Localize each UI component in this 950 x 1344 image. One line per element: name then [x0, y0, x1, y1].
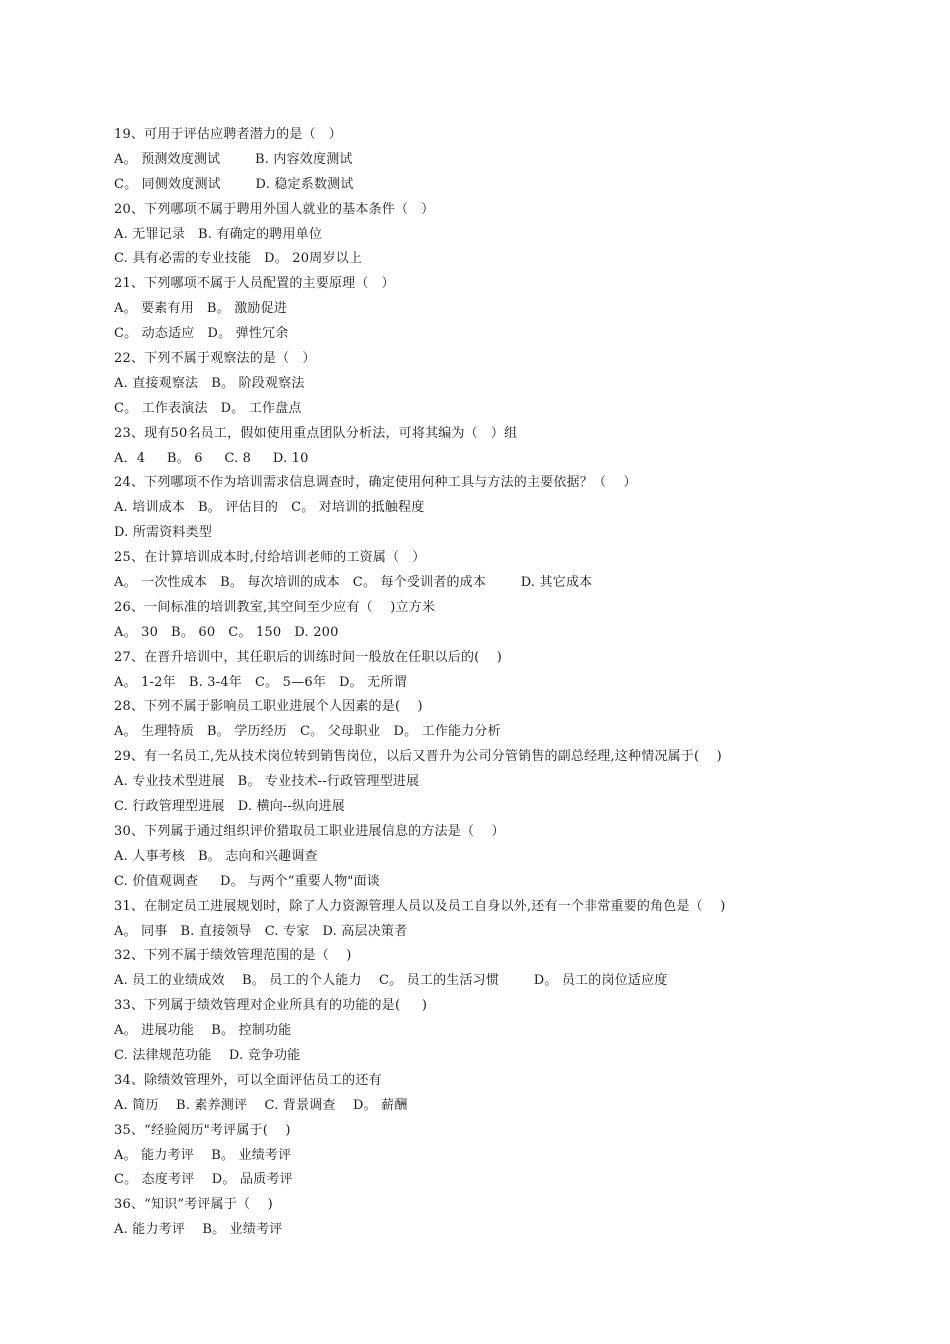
question-35: 35、“经验阅历"考评属于( ): [114, 1122, 291, 1138]
option-line: C. 法律规范功能 D. 竞争功能: [114, 1047, 301, 1063]
question-list: [114, 123, 814, 1243]
question-36: 36、“知识”考评属于（ ): [114, 1197, 273, 1213]
option-line: A. 无罪记录 B. 有确定的聘用单位: [114, 226, 323, 242]
question-34: 34、除绩效管理外，可以全面评估员工的还有: [114, 1072, 382, 1088]
question-22: 22、下列不属于观察法的是（ ）: [114, 351, 316, 367]
question-26: 26、一间标准的培训教室,其空间至少应有（ )立方米: [114, 599, 436, 615]
question-31: 31、在制定员工进展规划时，除了人力资源管理人员以及员工自身以外,还有一个非常重要的角色是（ ): [114, 898, 726, 914]
option-line: C. 价值观调查 D。 与两个“重要人物"面谈: [114, 873, 380, 889]
option-line: A。 1-2年 B. 3-4年 C。 5—6年 D。 无所谓: [114, 674, 407, 690]
option-line: C。 同侧效度测试 D. 稳定系数测试: [114, 176, 354, 192]
option-line: A. 培训成本 B。 评估目的 C。 对培训的抵触程度: [114, 500, 425, 516]
option-line: C. 具有必需的专业技能 D。 20周岁以上: [114, 251, 363, 267]
question-30: 30、下列属于通过组织评价猎取员工职业进展信息的方法是（ ）: [114, 823, 505, 839]
option-line: A. 员工的业绩成效 B。 员工的个人能力 C。 员工的生活习惯 D。 员工的岗位适应度: [114, 973, 668, 989]
option-line: A。 能力考评 B。 业绩考评: [114, 1147, 292, 1163]
option-line: A。 进展功能 B。 控制功能: [114, 1023, 292, 1039]
option-line: A. 专业技术型进展 B。 专业技术--行政管理型进展: [114, 774, 420, 790]
question-23: 23、现有50名员工，假如使用重点团队分析法，可将其编为（ ）组: [114, 425, 518, 441]
question-24: 24、下列哪项不作为培训需求信息调查时，确定使用何种工具与方法的主要依据？（ ）: [114, 475, 637, 491]
option-line: A。 同事 B. 直接领导 C. 专家 D. 高层决策者: [114, 923, 408, 939]
question-32: 32、下列不属于绩效管理范围的是（ ): [114, 948, 352, 964]
option-line: C。 工作表演法 D。 工作盘点: [114, 400, 302, 416]
option-line: A。 要素有用 B。 激励促进: [114, 301, 288, 317]
option-line: A。 生理特质 B。 学历经历 C。 父母职业 D。 工作能力分析: [114, 724, 501, 740]
question-20: 20、下列哪项不属于聘用外国人就业的基本条件（ ）: [114, 201, 435, 217]
question-29: 29、有一名员工,先从技术岗位转到销售岗位，以后又晋升为公司分管销售的副总经理,这种情况属于( ): [114, 749, 722, 765]
question-21: 21、下列哪项不属于人员配置的主要原理（ ）: [114, 276, 395, 292]
question-33: 33、下列属于绩效管理对企业所具有的功能的是( ): [114, 998, 428, 1014]
option-line: A．4 B。 6 C. 8 D. 10: [114, 450, 309, 466]
question-28: 28、下列不属于影响员工职业进展个人因素的是( ): [114, 699, 423, 715]
question-19: 19、可用于评估应聘者潜力的是（ ）: [114, 127, 342, 142]
option-line: A. 人事考核 B。 志向和兴趣调查: [114, 848, 318, 864]
option-line: D. 所需资料类型: [114, 525, 213, 541]
option-line: A. 能力考评 B。 业绩考评: [114, 1222, 283, 1238]
option-line: A。 预测效度测试 B. 内容效度测试: [114, 151, 353, 167]
option-line: A。 一次性成本 B。 每次培训的成本 C。 每个受训者的成本 D. 其它成本: [114, 575, 593, 591]
option-line: A. 直接观察法 B。 阶段观察法: [114, 375, 305, 391]
option-line: C。 态度考评 D。 品质考评: [114, 1172, 293, 1188]
option-line: C。 动态适应 D。 弹性冗余: [114, 326, 289, 342]
option-line: C. 行政管理型进展 D. 横向--纵向进展: [114, 799, 345, 815]
option-line: A。 30 B。 60 C。 150 D. 200: [114, 624, 339, 640]
question-27: 27、在晋升培训中，其任职后的训练时间一般放在任职以后的( ): [114, 649, 503, 665]
question-25: 25、在计算培训成本时,付给培训老师的工资属（ ）: [114, 550, 426, 566]
option-line: A. 简历 B. 素养测评 C. 背景调查 D。 薪酬: [114, 1097, 408, 1113]
